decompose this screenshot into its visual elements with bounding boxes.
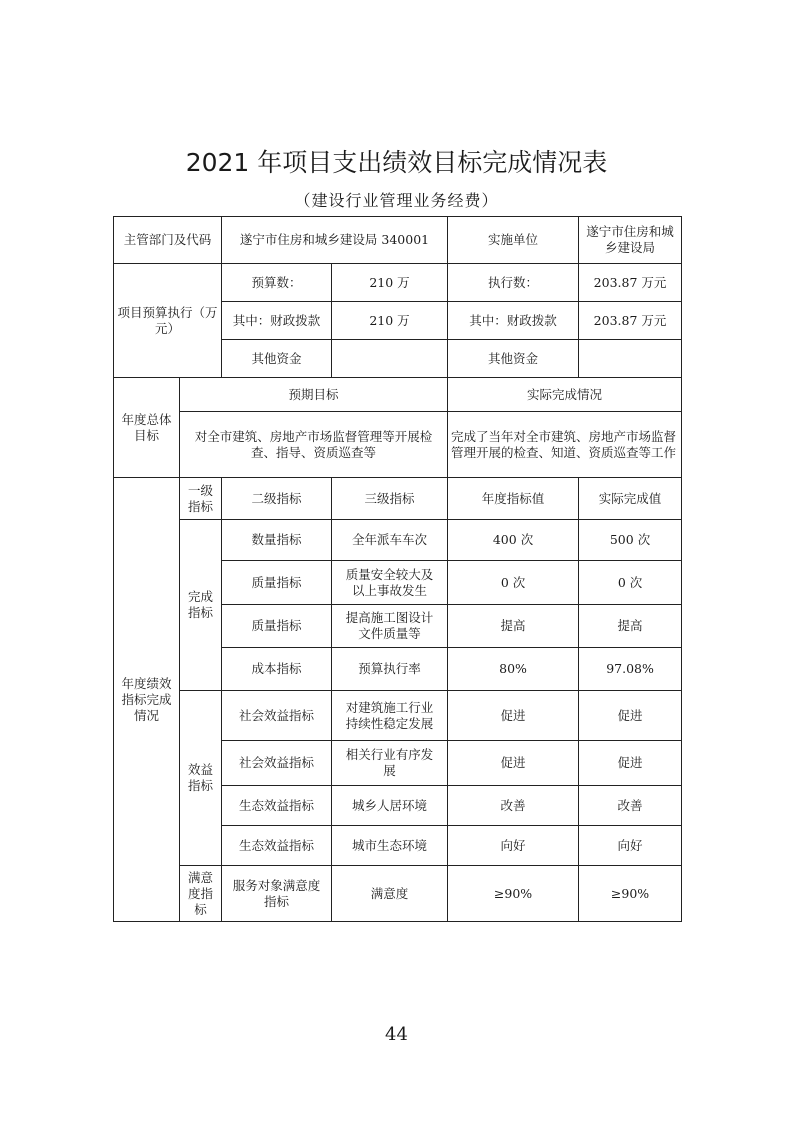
level2-cell: 数量指标: [222, 520, 332, 561]
col-actual: 实际完成值: [579, 478, 682, 520]
level2-cell: 成本指标: [222, 648, 332, 691]
other-funds-value: [332, 340, 448, 378]
actual-cell: 0 次: [579, 561, 682, 605]
impl-label: 实施单位: [448, 217, 579, 264]
actual-cell: 促进: [579, 691, 682, 741]
col-target: 年度指标值: [448, 478, 579, 520]
level3-cell: 满意度: [332, 866, 448, 922]
table-row: [114, 520, 682, 561]
group-satisfaction: 满意度指标: [180, 866, 222, 922]
target-cell: 向好: [448, 826, 579, 866]
actual-goal-text: 完成了当年对全市建筑、房地产市场监督管理开展的检查、知道、资质巡查等工作: [448, 412, 682, 478]
exec-label: 执行数：: [448, 264, 579, 302]
expected-goal-text: 对全市建筑、房地产市场监督管理等开展检查、指导、资质巡查等: [180, 412, 448, 478]
budget-section-label: 项目预算执行（万元）: [114, 264, 222, 378]
actual-cell: 提高: [579, 605, 682, 648]
level3-cell: 质量安全较大及以上事故发生: [332, 561, 448, 605]
target-cell: 0 次: [448, 561, 579, 605]
page-subtitle: （建设行业管理业务经费）: [294, 191, 499, 210]
target-cell: 400 次: [448, 520, 579, 561]
performance-table: [113, 216, 682, 922]
exec-value: 203.87 万元: [579, 264, 682, 302]
fiscal-exec-label: 其中：财政拨款: [448, 302, 579, 340]
budget-label: 预算数：: [222, 264, 332, 302]
target-cell: 80%: [448, 648, 579, 691]
goal-content-row: [114, 412, 682, 478]
target-cell: ≥90%: [448, 866, 579, 922]
impl-value: 遂宁市住房和城乡建设局: [579, 217, 682, 264]
level3-cell: 全年派车车次: [332, 520, 448, 561]
actual-cell: 促进: [579, 741, 682, 786]
level3-cell: 对建筑施工行业持续性稳定发展: [332, 691, 448, 741]
level2-cell: 服务对象满意度指标: [222, 866, 332, 922]
level3-cell: 提高施工图设计文件质量等: [332, 605, 448, 648]
level3-cell: 城乡人居环境: [332, 786, 448, 826]
actual-goal-label: 实际完成情况: [448, 378, 682, 412]
target-cell: 促进: [448, 741, 579, 786]
dept-label: 主管部门及代码: [114, 217, 222, 264]
col-level2: 二级指标: [222, 478, 332, 520]
indicator-section-label: 年度绩效指标完成情况: [114, 478, 180, 922]
actual-cell: 97.08%: [579, 648, 682, 691]
actual-cell: 改善: [579, 786, 682, 826]
other-funds-exec-label: 其他资金: [448, 340, 579, 378]
group-benefit: 效益指标: [180, 691, 222, 866]
goal-section-label: 年度总体目标: [114, 378, 180, 478]
goal-header-row: [114, 378, 682, 412]
level3-cell: 预算执行率: [332, 648, 448, 691]
budget-value: 210 万: [332, 264, 448, 302]
indicator-header-row: [114, 478, 682, 520]
page-title: 2021 年项目支出绩效目标完成情况表: [185, 148, 608, 177]
level3-cell: 相关行业有序发展: [332, 741, 448, 786]
table-row: [114, 866, 682, 922]
actual-cell: 向好: [579, 826, 682, 866]
level3-cell: 城市生态环境: [332, 826, 448, 866]
target-cell: 促进: [448, 691, 579, 741]
actual-cell: 500 次: [579, 520, 682, 561]
fiscal-exec-value: 203.87 万元: [579, 302, 682, 340]
dept-value: 遂宁市住房和城乡建设局 340001: [222, 217, 448, 264]
level2-cell: 质量指标: [222, 561, 332, 605]
actual-cell: ≥90%: [579, 866, 682, 922]
table-row: [114, 691, 682, 741]
level2-cell: 生态效益指标: [222, 786, 332, 826]
level2-cell: 社会效益指标: [222, 741, 332, 786]
col-level3: 三级指标: [332, 478, 448, 520]
target-cell: 改善: [448, 786, 579, 826]
page-number: 44: [385, 1024, 408, 1045]
level2-cell: 社会效益指标: [222, 691, 332, 741]
other-funds-exec-value: [579, 340, 682, 378]
fiscal-budget-value: 210 万: [332, 302, 448, 340]
target-cell: 提高: [448, 605, 579, 648]
level2-cell: 质量指标: [222, 605, 332, 648]
other-funds-label: 其他资金: [222, 340, 332, 378]
budget-row: [114, 264, 682, 302]
expected-goal-label: 预期目标: [180, 378, 448, 412]
col-level1: 一级指标: [180, 478, 222, 520]
fiscal-label: 其中：财政拨款: [222, 302, 332, 340]
level2-cell: 生态效益指标: [222, 826, 332, 866]
group-completion: 完成指标: [180, 520, 222, 691]
header-row: [114, 217, 682, 264]
